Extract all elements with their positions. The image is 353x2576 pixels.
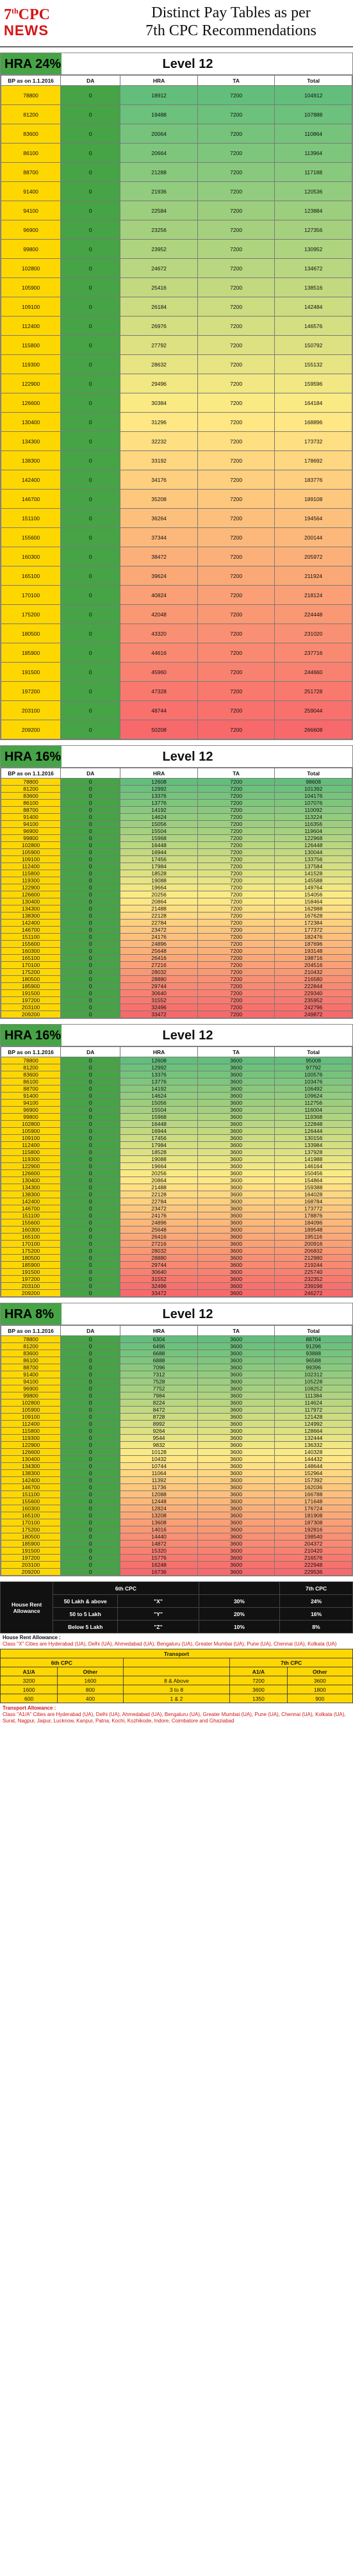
- table-header: BP as on 1.1.2016 DA HRA TA Total: [1, 1047, 352, 1057]
- table-row: 102800 0 16448 7200 126448: [1, 842, 352, 849]
- transport-table: Transport 6th CPC 7th CPC A1/A Other A1/A Other 3200 1600 8 & Above 7200 3600 1600 800 3 to 8 3600 1800 600 400 1 & 2 1350 900 Transport Allowance : Class "A1/A" Cities are Hyderabad (UA), Delhi (UA), Ahmedabad (UA), Bengaluru (UA), Greater Mumbai (UA), Pune (UA), Chennai (UA), Kolkata (UA), Surat, Nagpur, Jaipur, Lucknow, Kanpur, Patna, Kochi, Kozhikode, Indore, Coimbatore and Ghaziabad: [0, 1649, 353, 1726]
- table-row: 134300 0 21488 7200 162988: [1, 905, 352, 912]
- table-row: 81200 0 12992 7200 101392: [1, 786, 352, 793]
- header: [0, 0, 353, 47]
- pay-section: [0, 1024, 353, 1298]
- table-row: 155600 0 24896 3600 184096: [1, 1219, 352, 1226]
- hra-col-7th: 7th CPC: [280, 1582, 353, 1595]
- table-row: 180500 0 43320 7200 231020: [1, 624, 352, 643]
- table-row: 197200 0 47328 7200 251728: [1, 682, 352, 701]
- table-row: 78800 0 6304 3600 88704: [1, 1336, 352, 1343]
- table-row: 165100 0 26416 7200 198716: [1, 955, 352, 962]
- hra-row: 50 Lakh & above "X" 30% 24%: [1, 1595, 353, 1608]
- table-row: 197200 0 15776 3600 216576: [1, 1555, 352, 1562]
- table-row: 78800 0 18912 7200 104912: [1, 86, 352, 105]
- table-row: 165100 0 39624 7200 211924: [1, 566, 352, 586]
- table-row: 146700 0 23472 3600 173772: [1, 1205, 352, 1212]
- table-row: 134300 0 10744 3600 148644: [1, 1463, 352, 1470]
- table-row: 126600 0 10128 3600 140328: [1, 1449, 352, 1456]
- table-row: 138300 0 22128 7200 167628: [1, 912, 352, 920]
- table-row: 142400 0 22784 7200 172384: [1, 920, 352, 927]
- hra-row: 50 to 5 Lakh "Y" 20% 16%: [1, 1608, 353, 1621]
- table-row: 180500 0 14440 3600 198540: [1, 1533, 352, 1540]
- pay-section: [0, 53, 353, 740]
- table-row: 81200 0 12992 3600 97792: [1, 1064, 352, 1071]
- table-row: 105900 0 25416 7200 138516: [1, 278, 352, 297]
- table-row: 81200 0 6496 3600 91296: [1, 1343, 352, 1350]
- table-row: 138300 0 33192 7200 178692: [1, 451, 352, 470]
- pay-section: [0, 1303, 353, 1576]
- table-row: 175200 0 28032 3600 206832: [1, 1248, 352, 1255]
- table-row: 109100 0 17456 7200 133756: [1, 856, 352, 863]
- pay-table: [1, 1046, 352, 1297]
- table-row: 105900 0 8472 3600 117972: [1, 1407, 352, 1414]
- table-row: 209200 0 50208 7200 266608: [1, 720, 352, 739]
- table-row: 86100 0 13776 7200 107076: [1, 800, 352, 807]
- table-row: 138300 0 22128 3600 164028: [1, 1191, 352, 1198]
- table-row: 102800 0 24672 7200 134672: [1, 259, 352, 278]
- table-header: BP as on 1.1.2016 DA HRA TA Total: [1, 1326, 352, 1336]
- table-row: 105900 0 16944 7200 130044: [1, 849, 352, 856]
- table-row: 94100 0 15056 3600 112756: [1, 1100, 352, 1107]
- table-row: 88700 0 21288 7200 117188: [1, 163, 352, 182]
- table-row: 185900 0 29744 7200 222844: [1, 983, 352, 990]
- hra-rate-label: HRA 16%: [1, 746, 62, 767]
- hra-summary: [0, 1581, 353, 1649]
- hra-row: Below 5 Lakh "Z" 10% 8%: [1, 1621, 353, 1633]
- table-row: 170100 0 13608 3600 187308: [1, 1519, 352, 1526]
- table-row: 170100 0 27216 7200 204516: [1, 962, 352, 969]
- table-row: 151100 0 12088 3600 166788: [1, 1491, 352, 1498]
- table-row: 78800 0 12608 7200 98608: [1, 779, 352, 786]
- table-row: 112400 0 17984 7200 137584: [1, 863, 352, 870]
- table-row: 170100 0 27216 3600 200916: [1, 1241, 352, 1248]
- table-row: 94100 0 15056 7200 116356: [1, 821, 352, 828]
- pay-table: [1, 768, 352, 1018]
- table-row: 83600 0 13376 3600 100576: [1, 1071, 352, 1078]
- table-row: 115800 0 9264 3600 128664: [1, 1428, 352, 1435]
- table-row: 119300 0 9544 3600 132444: [1, 1435, 352, 1442]
- table-row: 203100 0 48744 7200 259044: [1, 701, 352, 720]
- table-row: 115800 0 18528 3600 137928: [1, 1149, 352, 1156]
- table-header: BP as on 1.1.2016 DA HRA TA Total: [1, 768, 352, 779]
- table-row: 88700 0 7096 3600 99396: [1, 1364, 352, 1371]
- table-row: 99800 0 7984 3600 111384: [1, 1392, 352, 1399]
- level-label: Level 12: [162, 57, 213, 71]
- table-row: 134300 0 21488 3600 159388: [1, 1184, 352, 1191]
- table-row: 130400 0 31296 7200 168896: [1, 413, 352, 432]
- table-row: 191500 0 15320 3600 210420: [1, 1548, 352, 1555]
- table-row: 102800 0 8224 3600 114624: [1, 1399, 352, 1407]
- table-row: 122900 0 19664 7200 149764: [1, 884, 352, 891]
- table-row: 99800 0 23952 7200 130952: [1, 240, 352, 259]
- table-row: 142400 0 34176 7200 183776: [1, 470, 352, 490]
- table-row: 96900 0 23256 7200 127356: [1, 220, 352, 240]
- table-row: 142400 0 11392 3600 157392: [1, 1477, 352, 1484]
- table-row: 146700 0 35208 7200 189108: [1, 490, 352, 509]
- table-row: 185900 0 44616 7200 237716: [1, 643, 352, 663]
- table-row: 175200 0 14016 3600 192816: [1, 1526, 352, 1533]
- table-row: 197200 0 31552 7200 235952: [1, 997, 352, 1004]
- table-row: 203100 0 16248 3600 222948: [1, 1562, 352, 1569]
- pay-table: [1, 75, 352, 739]
- page-title: Distinct Pay Tables as per 7th CPC Recommendations: [145, 4, 316, 39]
- table-row: 160300 0 12824 3600 176724: [1, 1505, 352, 1512]
- table-row: 185900 0 14872 3600 204372: [1, 1540, 352, 1548]
- table-row: 180500 0 28880 3600 212980: [1, 1255, 352, 1262]
- table-row: 160300 0 38472 7200 205972: [1, 547, 352, 566]
- table-row: 88700 0 14192 7200 110092: [1, 807, 352, 814]
- table-row: 191500 0 45960 7200 244660: [1, 663, 352, 682]
- table-row: 155600 0 12448 3600 171648: [1, 1498, 352, 1505]
- table-row: 86100 0 20664 7200 113964: [1, 144, 352, 163]
- table-row: 146700 0 11736 3600 162036: [1, 1484, 352, 1491]
- table-row: 91400 0 14624 7200 113224: [1, 814, 352, 821]
- pay-table: [1, 1325, 352, 1576]
- table-row: 99800 0 15968 7200 122968: [1, 835, 352, 842]
- table-row: 160300 0 25648 3600 189548: [1, 1226, 352, 1234]
- pay-section: [0, 745, 353, 1019]
- level-label: Level 12: [162, 1307, 213, 1321]
- table-row: 112400 0 26976 7200 146576: [1, 317, 352, 336]
- hra-label: House Rent Allowance: [1, 1582, 53, 1633]
- table-row: 151100 0 36264 7200 194564: [1, 509, 352, 528]
- table-row: 81200 0 19488 7200 107888: [1, 105, 352, 124]
- site-logo[interactable]: 7thCPC NEWS: [4, 6, 50, 38]
- table-header: BP as on 1.1.2016 DA HRA TA Total: [1, 76, 352, 86]
- table-row: 191500 0 30640 3600 225740: [1, 1269, 352, 1276]
- table-row: 203100 0 32496 7200 242796: [1, 1004, 352, 1011]
- table-row: 165100 0 26416 3600 195116: [1, 1234, 352, 1241]
- table-row: 119300 0 19088 3600 141988: [1, 1156, 352, 1163]
- table-row: 209200 0 16736 3600 229536: [1, 1569, 352, 1576]
- table-row: 126600 0 20256 7200 154056: [1, 891, 352, 898]
- ta-row: 600 400 1 & 2 1350 900: [1, 1694, 353, 1703]
- table-row: 180500 0 28880 7200 216580: [1, 976, 352, 983]
- table-row: 130400 0 10432 3600 144432: [1, 1456, 352, 1463]
- table-row: 119300 0 28632 7200 155132: [1, 355, 352, 374]
- ta-note: Transport Allowance : Class "A1/A" Cities are Hyderabad (UA), Delhi (UA), Ahmedabad (UA), Bengaluru (UA), Greater Mumbai (UA), Pune (UA), Chennai (UA), Kolkata (UA), Surat, Nagpur, Jaipur, Lucknow, Kanpur, Patna, Kochi, Kozhikode, Indore, Coimbatore and Ghaziabad: [3, 1705, 346, 1724]
- level-label: Level 12: [162, 1028, 213, 1043]
- hra-rate-label: HRA 8%: [1, 1303, 62, 1325]
- table-row: 209200 0 33472 7200 249872: [1, 1011, 352, 1018]
- table-row: 165100 0 13208 3600 181908: [1, 1512, 352, 1519]
- hra-note: House Rent Allowance : Class "X" Cities are Hyderabad (UA), Delhi (UA), Ahmedabad (UA), Bengaluru (UA), Greater Mumbai (UA), Pune (UA), Chennai (UA), Kolkata (UA): [3, 1635, 337, 1647]
- table-row: 119300 0 19088 7200 145588: [1, 877, 352, 884]
- level-label: Level 12: [162, 750, 213, 764]
- table-row: 83600 0 13376 7200 104176: [1, 793, 352, 800]
- table-row: 78800 0 12608 3600 95008: [1, 1057, 352, 1064]
- table-row: 109100 0 26184 7200 142484: [1, 297, 352, 317]
- table-row: 155600 0 37344 7200 200144: [1, 528, 352, 547]
- table-row: 175200 0 28032 7200 210432: [1, 969, 352, 976]
- table-row: 102800 0 16448 3600 122848: [1, 1121, 352, 1128]
- table-row: 203100 0 32496 3600 239196: [1, 1283, 352, 1290]
- table-row: 109100 0 17456 3600 130156: [1, 1135, 352, 1142]
- table-row: 83600 0 20064 7200 110864: [1, 124, 352, 144]
- table-row: 94100 0 22584 7200 123884: [1, 201, 352, 220]
- table-row: 142400 0 22784 3600 168784: [1, 1198, 352, 1205]
- table-row: 115800 0 27792 7200 150792: [1, 336, 352, 355]
- table-row: 151100 0 24176 3600 178876: [1, 1212, 352, 1219]
- table-row: 83600 0 6688 3600 93888: [1, 1350, 352, 1357]
- table-row: 122900 0 19664 3600 146164: [1, 1163, 352, 1170]
- table-row: 86100 0 13776 3600 103476: [1, 1078, 352, 1086]
- hra-rate-label: HRA 16%: [1, 1025, 62, 1046]
- table-row: 130400 0 20864 7200 158464: [1, 898, 352, 905]
- table-row: 138300 0 11064 3600 152964: [1, 1470, 352, 1477]
- table-row: 96900 0 7752 3600 108252: [1, 1385, 352, 1392]
- table-row: 191500 0 30640 7200 229340: [1, 990, 352, 997]
- table-row: 151100 0 24176 7200 182476: [1, 934, 352, 941]
- table-row: 130400 0 20864 3600 154864: [1, 1177, 352, 1184]
- table-row: 185900 0 29744 3600 219244: [1, 1262, 352, 1269]
- ta-row: 3200 1600 8 & Above 7200 3600: [1, 1676, 353, 1685]
- table-row: 112400 0 17984 3600 133984: [1, 1142, 352, 1149]
- table-row: 122900 0 29496 7200 159596: [1, 374, 352, 393]
- table-row: 112400 0 8992 3600 124992: [1, 1421, 352, 1428]
- table-row: 99800 0 15968 3600 119368: [1, 1114, 352, 1121]
- table-row: 175200 0 42048 7200 224448: [1, 605, 352, 624]
- hra-rate-label: HRA 24%: [1, 53, 62, 74]
- table-row: 91400 0 7312 3600 102312: [1, 1371, 352, 1378]
- ta-row: 1600 800 3 to 8 3600 1800: [1, 1685, 353, 1694]
- table-row: 91400 0 14624 3600 109624: [1, 1093, 352, 1100]
- table-row: 88700 0 14192 3600 106492: [1, 1086, 352, 1093]
- table-row: 109100 0 8728 3600 121428: [1, 1414, 352, 1421]
- table-row: 96900 0 15504 7200 119604: [1, 828, 352, 835]
- table-row: 86100 0 6888 3600 96588: [1, 1357, 352, 1364]
- table-row: 126600 0 30384 7200 164184: [1, 393, 352, 413]
- table-row: 105900 0 16944 3600 126444: [1, 1128, 352, 1135]
- hra-col-6th: 6th CPC: [53, 1582, 199, 1595]
- table-row: 197200 0 31552 3600 232352: [1, 1276, 352, 1283]
- table-row: 160300 0 25648 7200 193148: [1, 948, 352, 955]
- table-row: 96900 0 15504 3600 116004: [1, 1107, 352, 1114]
- table-row: 94100 0 7528 3600 105228: [1, 1378, 352, 1385]
- table-row: 146700 0 23472 7200 177372: [1, 927, 352, 934]
- table-row: 134300 0 32232 7200 173732: [1, 432, 352, 451]
- table-row: 115800 0 18528 7200 141528: [1, 870, 352, 877]
- pay-sections: [0, 53, 353, 1576]
- table-row: 209200 0 33472 3600 246272: [1, 1290, 352, 1297]
- table-row: 155600 0 24896 7200 187696: [1, 941, 352, 948]
- table-row: 122900 0 9832 3600 136332: [1, 1442, 352, 1449]
- table-row: 91400 0 21936 7200 120536: [1, 182, 352, 201]
- table-row: 170100 0 40824 7200 218124: [1, 586, 352, 605]
- table-row: 126600 0 20256 3600 150456: [1, 1170, 352, 1177]
